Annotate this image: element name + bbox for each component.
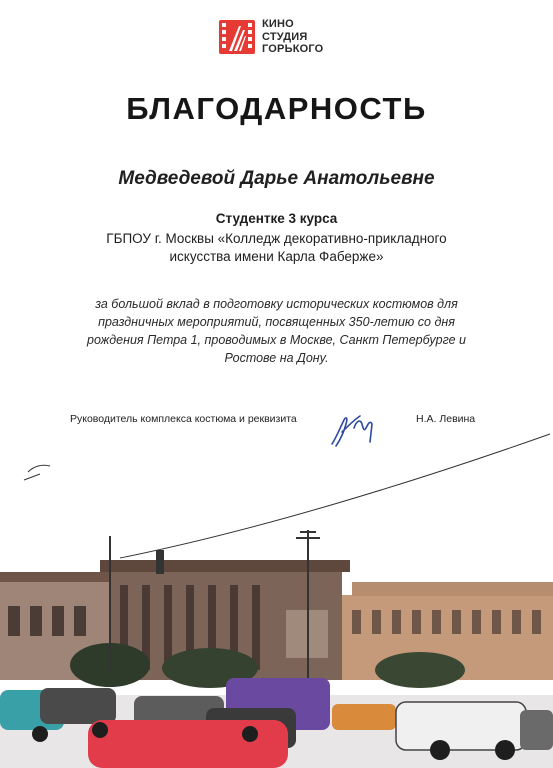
student-course-line: Студентке 3 курса [215, 211, 338, 226]
logo-line-1: КИНО [262, 18, 294, 30]
film-strip-logo-icon [219, 20, 255, 54]
institution-line-1: ГБПОУ г. Москвы «Колледж декоративно-прикладного [106, 231, 447, 246]
reason-line-2: праздничных мероприятий, посвященных 350-летию со дня [98, 315, 455, 329]
studio-logo [216, 14, 336, 58]
institution-line-2: искусства имени Карла Фаберже» [169, 249, 384, 264]
street-scene-illustration [0, 420, 553, 768]
signatory-name: Н.А. Левина [416, 413, 476, 425]
logo-wordmark [262, 18, 323, 56]
reason-line-3: рождения Петра 1, проводимых в Москве, Санкт Петербурге и [87, 333, 466, 347]
reason-line-1: за большой вклад в подготовку исторических костюмов для [95, 297, 458, 311]
signatory-role: Руководитель комплекса костюма и реквизита [70, 413, 297, 425]
recipient-name: Медведевой Дарье Анатольевне [118, 168, 435, 189]
certificate-title: БЛАГОДАРНОСТЬ [126, 91, 427, 126]
gratitude-reason [70, 295, 483, 367]
reason-line-4: Ростове на Дону. [224, 351, 329, 365]
logo-line-3: ГОРЬКОГО [262, 43, 324, 55]
logo-line-2: СТУДИЯ [262, 30, 308, 43]
institution-block [40, 230, 513, 266]
